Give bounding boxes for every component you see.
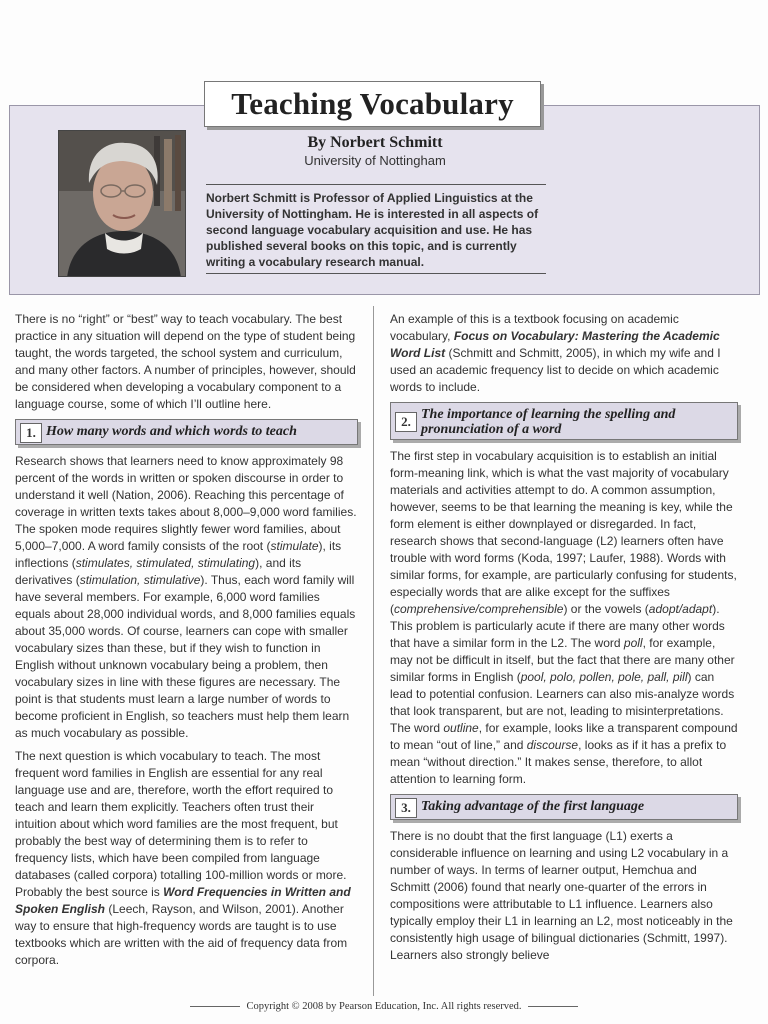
section-1-number: 1. [20, 423, 42, 443]
section-2-title: The importance of learning the spelling and pronunciation of a word [421, 407, 676, 437]
section-2-paragraph: The first step in vocabulary acquisition is to establish an initial form-meaning link, which is what the vast majority of vocabulary materials and activities attempt to do. A common assumption, however, seems to be that learning the meaning is key, while the form element is either downplayed or disregarded. In fact, research shows that second-language (L2) learners often have trouble with word forms (Koda, 1997; Laufer, 1988). Words with similar forms, for example, are particularly confusing for students, especially words that are alike except for the suffixes (comprehensive/comprehensible) or the vowels (adopt/adapt). This problem is particularly acute if there are many other words that have a similar form in the L2. The word poll, for example, may not be difficult in itself, but the fact that there are many other similar forms in English (pool, polo, pollen, pole, pall, pill) can lead to potential confusion. Learners can also mis-analyze words that look transparent, but are not, leading to misinterpretations. The word outline, for example, looks like a transparent compound to mean “out of line,” and discourse, looks as if it has a prefix to mean “without direction.” It makes sense, therefore, to allot attention to learning form. [390, 449, 738, 786]
footer-rule-right [528, 1006, 578, 1007]
right-column [390, 311, 738, 970]
copyright-text: Copyright © 2008 by Pearson Education, Inc. All rights reserved. [246, 1001, 522, 1012]
author-photo [58, 130, 186, 277]
section-3-heading [390, 794, 738, 820]
left-column [15, 311, 358, 975]
section-1-heading [15, 419, 358, 445]
section-1-paragraph-1: Research shows that learners need to know approximately 98 percent of the words in written or spoken discourse in order to understand it well (Nation, 2006). Reaching this percentage of coverage in written texts takes about 8,000–9,000 word families. The spoken mode requires slightly fewer word families, about 5,000–7,000. A word family consists of the root (stimulate), its inflections (stimulates, stimulated, stimulating), and its derivatives (stimulation, stimulative). Thus, each word family will have several members. For example, 6,000 word families equals about 28,000 individual words, and 8,000 families equals about 35,000 words. Of course, learners can cope with smaller vocabulary sizes than these, but if they wish to function in English without unknown vocabulary being a problem, then vocabulary sizes in line with these figures are necessary. The point is that students must learn a large number of words to become proficient in English, so teachers must help them learn as much vocabulary as possible. [15, 454, 357, 740]
section-1-paragraph-2: The next question is which vocabulary to teach. The most frequent word families in English are essential for any real language use and are, therefore, worth the effort required to teach and learn them explicitly. Teachers often trust their intuition about which word families are the most frequent, but probably the best way of determining them is to refer to frequency lists, which have been compiled from language databases (called corpora) totalling 100-million words or more. Probably the best source is Word Frequencies in Written and Spoken English (Leech, Rayson, and Wilson, 2001). Another way to ensure that high-frequency words are taught is to use textbooks which are written with the aid of frequency data from corpora. [15, 749, 351, 967]
bio-bottom-rule [206, 273, 546, 274]
footer-rule-left [190, 1006, 240, 1007]
section-1-continuation: An example of this is a textbook focusing on academic vocabulary, Focus on Vocabulary: Mastering the Academic Word List (Schmitt and Schmitt, 2005), in which my wife and I used an academic frequency list to decide on which academic words to include. [390, 312, 721, 394]
intro-paragraph: There is no “right” or “best” way to teach vocabulary. The best practice in any situation will depend on the type of student being taught, the words targeted, the school system and curriculum, and many other factors. A number of principles, however, should be considered when developing a vocabulary component to a language course, some of which I’ll outline here. [15, 312, 356, 411]
bio-top-rule [206, 184, 546, 185]
byline [205, 134, 545, 168]
title-box [204, 81, 541, 127]
author-bio: Norbert Schmitt is Professor of Applied Linguistics at the University of Nottingham. He is interested in all aspects of second language vocabulary acquisition and use. He has published several books on this topic, and is currently writing a vocabulary research manual. [206, 191, 539, 269]
section-3-paragraph: There is no doubt that the first language (L1) exerts a considerable influence on learning and using L2 vocabulary in a number of ways. In terms of learner output, Hemchua and Schmitt (2006) found that nearly one-quarter of the errors in compositions were attributable to L1 influence. Learners also typically employ their L1 in learning an L2, most noticeably in the consistently high usage of bilingual dictionaries (Schmitt, 1997). Learners also strongly believe [390, 829, 733, 962]
section-3-number: 3. [395, 798, 417, 818]
author-portrait-image [59, 131, 186, 277]
section-2-number: 2. [395, 412, 417, 432]
section-3-title: Taking advantage of the first language [421, 799, 645, 814]
column-divider [373, 306, 374, 996]
author-name: By Norbert Schmitt [307, 134, 443, 151]
section-2-heading [390, 402, 738, 440]
section-1-title: How many words and which words to teach [46, 424, 297, 439]
author-affiliation: University of Nottingham [304, 153, 446, 168]
copyright-footer [0, 1001, 768, 1012]
page-title: Teaching Vocabulary [231, 86, 514, 121]
